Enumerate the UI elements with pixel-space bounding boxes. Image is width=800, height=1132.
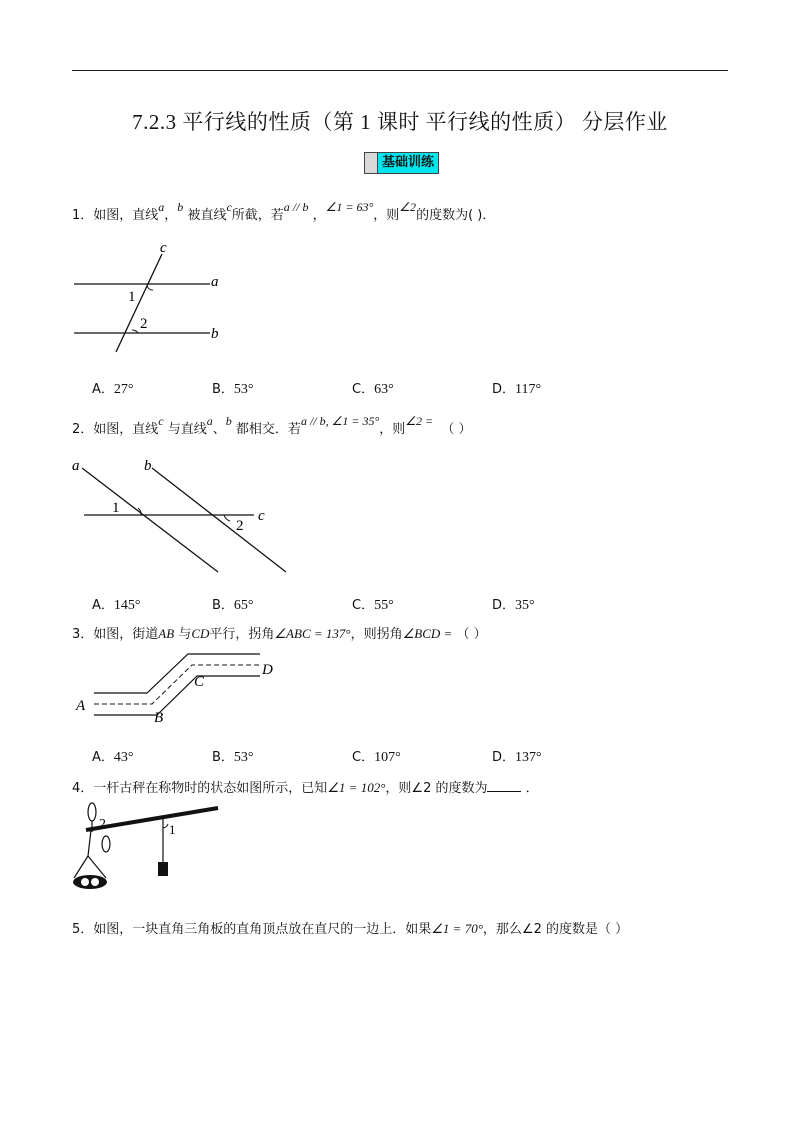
- q3-option-b[interactable]: B．53°: [212, 750, 254, 765]
- figure-3: [70, 648, 290, 728]
- fig2-label-b: b: [144, 458, 152, 474]
- q1-option-a[interactable]: A．27°: [92, 382, 134, 397]
- q1-option-b[interactable]: B．53°: [212, 382, 254, 397]
- q2-option-d[interactable]: D．35°: [492, 598, 535, 613]
- section-badge: [364, 152, 439, 174]
- figure-2: [64, 452, 304, 582]
- question-3-text: 3．如图，街道AB 与CD平行，拐角∠ABC = 137°，则拐角∠BCD = （ ）: [72, 626, 487, 642]
- q2-option-c[interactable]: C．55°: [352, 598, 394, 613]
- q3-option-d[interactable]: D．137°: [492, 750, 542, 765]
- fig1-label-c: c: [160, 240, 167, 256]
- fig1-label-1: 1: [128, 289, 136, 305]
- page-title: 7.2.3 平行线的性质（第 1 课时 平行线的性质） 分层作业: [132, 110, 668, 134]
- question-5-text: 5．如图，一块直角三角板的直角顶点放在直尺的一边上．如果∠1 = 70°，那么∠2 的度数是（ ）: [72, 921, 629, 937]
- q3-option-c[interactable]: C．107°: [352, 750, 401, 765]
- fig2-label-2: 2: [236, 518, 244, 534]
- fig1-label-2: 2: [140, 316, 148, 332]
- q2-option-b[interactable]: B．65°: [212, 598, 254, 613]
- fig4-label-1: 1: [169, 822, 176, 837]
- q3-option-a[interactable]: A．43°: [92, 750, 134, 765]
- fig2-label-a: a: [72, 458, 80, 474]
- fig2-label-1: 1: [112, 500, 120, 516]
- fig3-label-D: D: [262, 662, 273, 678]
- fig1-label-a: a: [211, 274, 219, 290]
- q1-option-c[interactable]: C．63°: [352, 382, 394, 397]
- answer-blank[interactable]: [487, 779, 521, 792]
- fig3-label-B: B: [154, 710, 164, 726]
- top-rule: [72, 70, 728, 71]
- fig3-label-C: C: [194, 674, 205, 690]
- fig4-label-2: 2: [99, 817, 106, 832]
- question-4-text: 4．一杆古秤在称物时的状态如图所示，已知∠1 = 102°，则∠2 的度数为 ．: [72, 780, 539, 796]
- q1-option-d[interactable]: D．117°: [492, 382, 542, 397]
- q2-option-a[interactable]: A．145°: [92, 598, 141, 613]
- figure-4: [66, 800, 226, 896]
- badge-square: [365, 153, 378, 173]
- question-2-text: 2．如图，直线c 与直线a、b 都相交．若a // b, ∠1 = 35°，则∠2 = （ ）: [72, 414, 472, 437]
- question-1-text: 1．如图，直线a，b 被直线c所截，若a // b ，∠1 = 63°，则∠2的度数为( )．: [72, 200, 496, 223]
- fig3-label-A: A: [76, 698, 86, 714]
- figure-1: [60, 236, 260, 360]
- fig1-label-b: b: [211, 326, 219, 342]
- section-label: 基础训练: [378, 153, 438, 173]
- fig2-label-c: c: [258, 508, 265, 524]
